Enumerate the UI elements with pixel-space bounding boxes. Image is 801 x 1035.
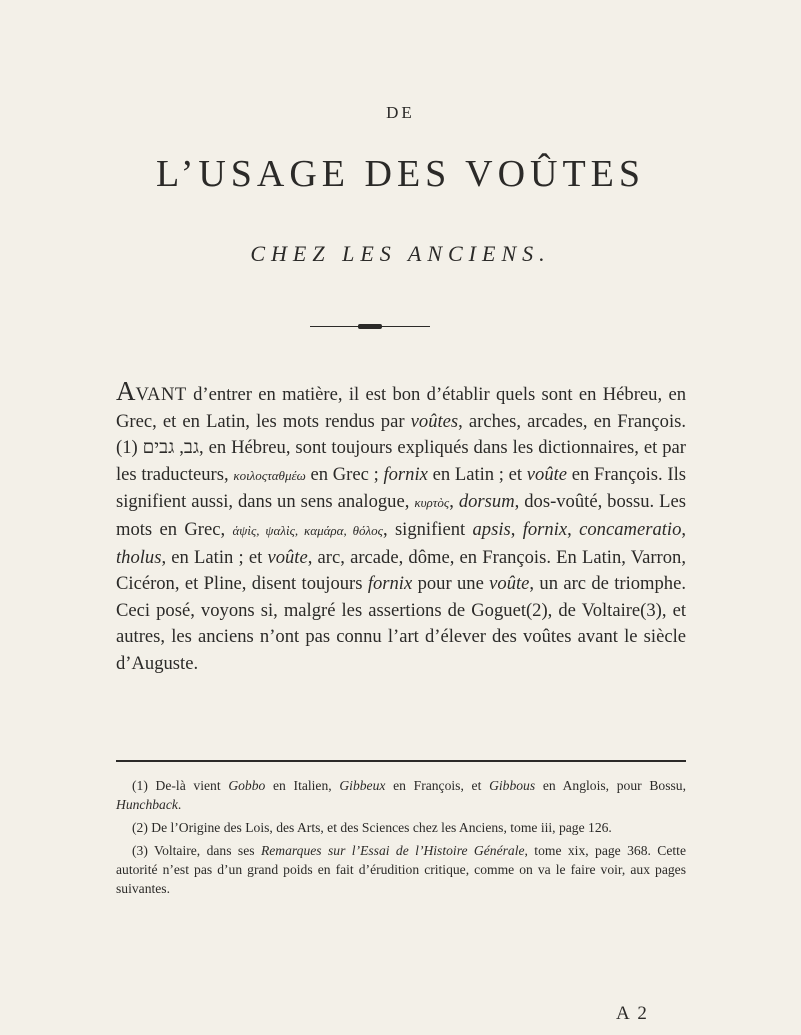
heading-de: DE bbox=[386, 103, 415, 122]
page-title: L’USAGE DES VOÛTES bbox=[155, 153, 646, 195]
hebrew-words: גב, גבים bbox=[142, 437, 199, 459]
footnotes bbox=[116, 776, 686, 902]
greek-words: ἁψὶς, ψαλὶς, καμάρα, θόλος bbox=[232, 522, 383, 538]
opening-caps: VANT bbox=[135, 384, 187, 405]
ornament-knot bbox=[358, 324, 382, 329]
footnote-3: (3) Voltaire, dans ses Remarques sur l’Essai de l’Histoire Générale, tome xix, page 368. Cette autorité n’est pas d’un grand poids en fait d’érudition critique, comme on va le faire voir, aux pages suivantes. bbox=[116, 843, 686, 896]
greek-word: κυρτὸς bbox=[414, 495, 450, 511]
footnote-rule bbox=[116, 760, 686, 762]
greek-word: κοιλοςταθμέω bbox=[233, 467, 306, 483]
ornament-divider bbox=[310, 324, 430, 330]
footnote-1: (1) De-là vient Gobbo en Italien, Gibbeux en François, et Gibbous en Anglois, pour Bossu, Hunchback. bbox=[116, 778, 686, 812]
page-subtitle: CHEZ LES ANCIENS. bbox=[250, 241, 551, 266]
main-paragraph: AVANT d’entrer en matière, il est bon d’établir quels sont en Hébreu, en Grec, et en Latin, les mots rendus par voûtes, arches, arcades, en François. גב, גבים (1), en Hébreu, sont toujours expliqués dans les dictionnaires, et par les traducteurs, κοιλοςταθμέω en Grec ; fornix en Latin ; et voûte en François. Ils signifient aussi, dans un sens analogue, κυρτὸς, dorsum, dos-voûté, bossu. Les mots en Grec, ἁψὶς, ψαλὶς, καμάρα, θόλος, signifient apsis, fornix, concameratio, tholus, en Latin ; et voûte, arc, arcade, dôme, en François. En Latin, Varron, Cicéron, et Pline, disent toujours fornix pour une voûte, un arc de triomphe. Ceci posé, voyons si, malgré les assertions de Goguet(2), de Voltaire(3), et autres, les anciens n’ont pas connu l’art d’élever des voûtes avant le siècle d’Auguste. bbox=[116, 376, 687, 674]
drop-cap: A bbox=[116, 376, 136, 406]
page-signature: A 2 bbox=[616, 1003, 649, 1024]
footnote-2: (2) De l’Origine des Lois, des Arts, et des Sciences chez les Anciens, tome iii, page 126. bbox=[132, 820, 612, 835]
